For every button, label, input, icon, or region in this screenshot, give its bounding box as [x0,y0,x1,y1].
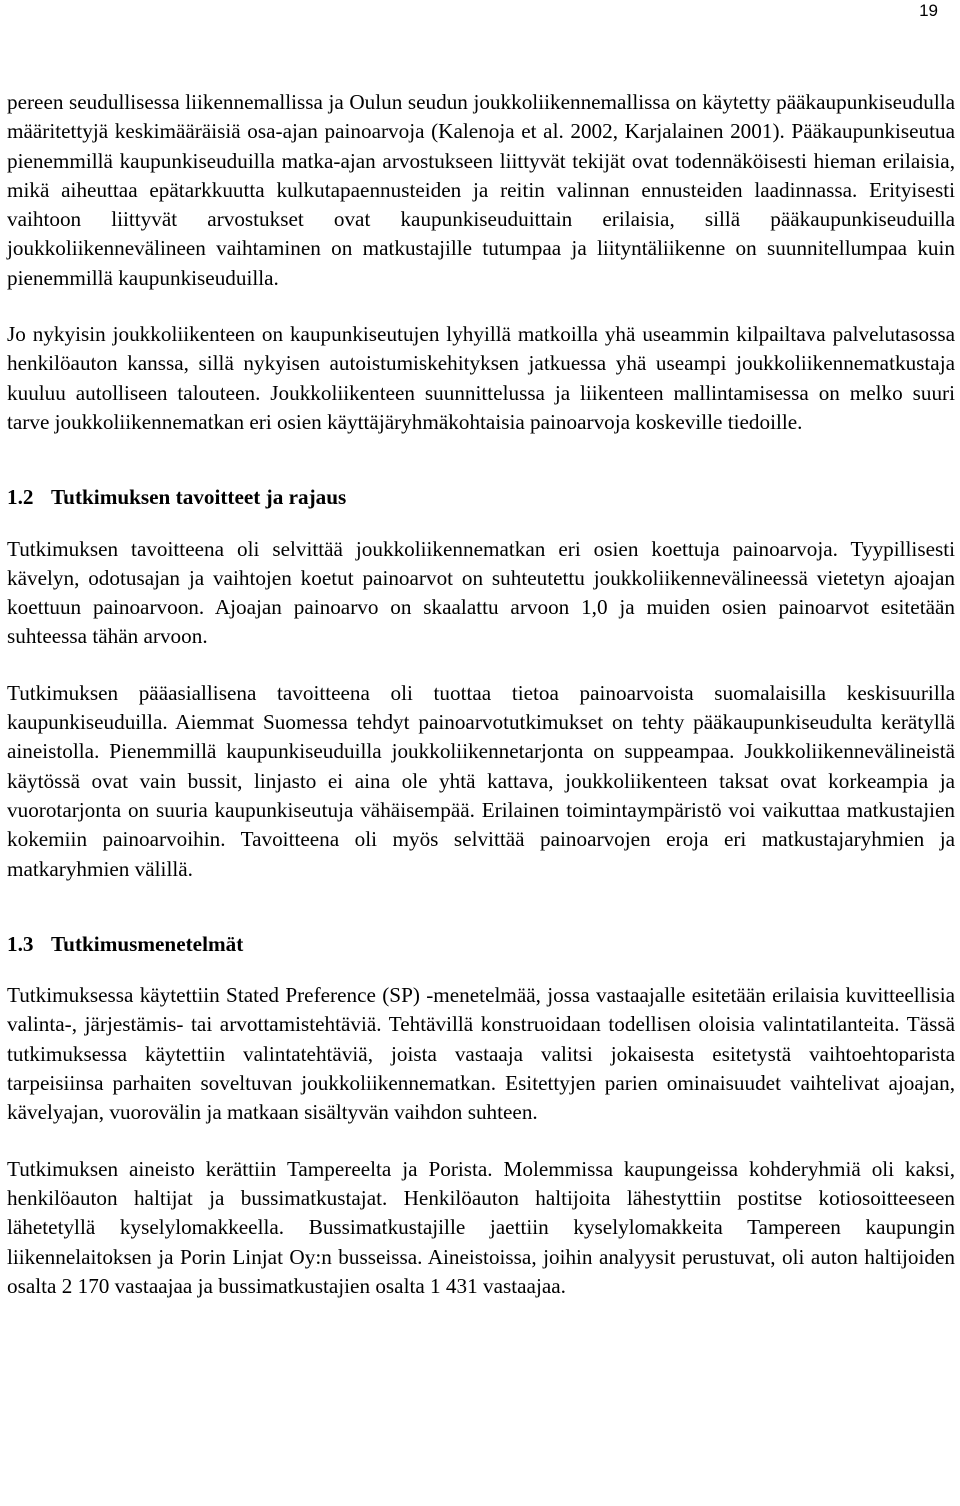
section-title: Tutkimusmenetelmät [51,931,244,956]
section-number: 1.2 [7,485,34,510]
paragraph-1-2-b: Tutkimuksen pääasiallisena tavoitteena oli tuottaa tietoa painoarvoista suomalaisilla keskisuurilla kaupunkiseuduilla. Aiemmat Suomessa tehdyt painoarvotutkimukset on tehty pääkaupunkiseudulta kerätyllä aineistolla. Pienemmillä kaupunkiseuduilla joukkoliikennetarjonta on suppeampaa. Joukkoliikennevälineistä käytössä ovat vain bussit, linjasto ei aina ole yhtä kattava, joukkoliikenteen taksat ovat korkeampia ja vuorotarjonta on suuria kaupunkiseutuja vähäisempää. Erilainen toimintaympäristö voi vaikuttaa matkustajien kokemiin painoarvoihin. Tavoitteena oli myös selvittää painoarvojen eroja eri matkustajaryhmien ja matkaryhmien välillä. [7,680,955,881]
paragraph-intro-1: pereen seudullisessa liikennemallissa ja Oulun seudun joukkoliikennemallissa on käytetty pääkaupunkiseudulla määritettyjä keskimääräisiä osa-ajan painoarvoja (Kalenoja et al. 2002, Karjalainen 2001). Pääkaupunkiseutua pienemmillä kaupunkiseuduilla matka-ajan arvostukseen liittyvät tekijät ovat todennäköisesti hieman erilaisia, mikä aiheuttaa epätarkkuutta kulkutapaennusteiden ja reitin valinnan ennusteiden laadinnassa. Erityisesti vaihtoon liittyvät arvostukset ovat kaupunkiseuduittain erilaisia, sillä pääkaupunkiseuduilla joukkoliikennevälineen vaihtaminen on matkustajille tutumpaa ja liityntäliikenne on suunnitellumpaa kuin pienemmillä kaupunkiseuduilla. [7,90,955,290]
section-title: Tutkimuksen tavoitteet ja rajaus [51,485,347,510]
section-heading-1-2 [7,483,955,512]
section-number: 1.3 [7,931,34,956]
paragraph-1-3-a: Tutkimuksessa käytettiin Stated Preference (SP) -menetelmää, jossa vastaajalle esitetään erilaisia kuvitteellisia valinta-, järjestämis- tai arvottamistehtäviä. Tehtävillä konstruoidaan todellisen oloisia valintatilanteita. Tässä tutkimuksessa käytettiin valintatehtäviä, joista vastaaja valitsi jokaisesta esitetystä vaihtoehtoparista tarpeisiinsa parhaiten soveltuvan joukkoliikennematkan. Esitettyjen parien ominaisuudet vaihtelivat ajoajan, kävelyajan, vuorovälin ja matkaan sisältyvän vaihdon suhteen. [7,983,955,1125]
paragraph-intro-2: Jo nykyisin joukkoliikenteen on kaupunkiseutujen lyhyillä matkoilla yhä useammin kilpailtava palvelutasossa henkilöauton kanssa, sillä nykyisen autoistumiskehityksen jatkuessa yhä useampi joukkoliikennematkustaja kuuluu autolliseen talouteen. Joukkoliikenteen suunnittelussa ja liikenteen mallintamisessa on melko suuri tarve joukkoliikennematkan eri osien käyttäjäryhmäkohtaisia painoarvoja koskeville tiedoille. [7,322,955,434]
paragraph-1-2-a: Tutkimuksen tavoitteena oli selvittää joukkoliikennematkan eri osien koettuja painoarvoja. Tyypillisesti kävelyn, odotusajan ja vaihtojen koetut painoarvot on suhteutettu joukkoliikennevälineessä vietetyn ajoajan koettuun painoarvoon. Ajoajan painoarvo on skaalattu arvoon 1,0 ja muiden osien painoarvot esitetään suhteessa tähän arvoon. [7,536,955,649]
section-heading-1-3 [7,930,955,959]
page-number: 19 [919,1,938,20]
paragraph-1-3-b: Tutkimuksen aineisto kerättiin Tampereelta ja Porista. Molemmissa kaupungeissa kohderyhmiä oli kaksi, henkilöauton haltijat ja bussimatkustajat. Henkilöauton haltijoita lähestyttiin postitse kotiosoitteeseen lähetetyllä kyselylomakkeella. Bussimatkustajille jaettiin kyselylomakkeita Tampereen kaupungin liikennelaitoksen ja Porin Linjat Oy:n busseissa. Aineistoissa, joihin analyysit perustuvat, oli auton haltijoiden osalta 2 170 vastaajaa ja bussimatkustajien osalta 1 431 vastaajaa. [7,1156,955,1298]
page-content [7,88,955,1301]
